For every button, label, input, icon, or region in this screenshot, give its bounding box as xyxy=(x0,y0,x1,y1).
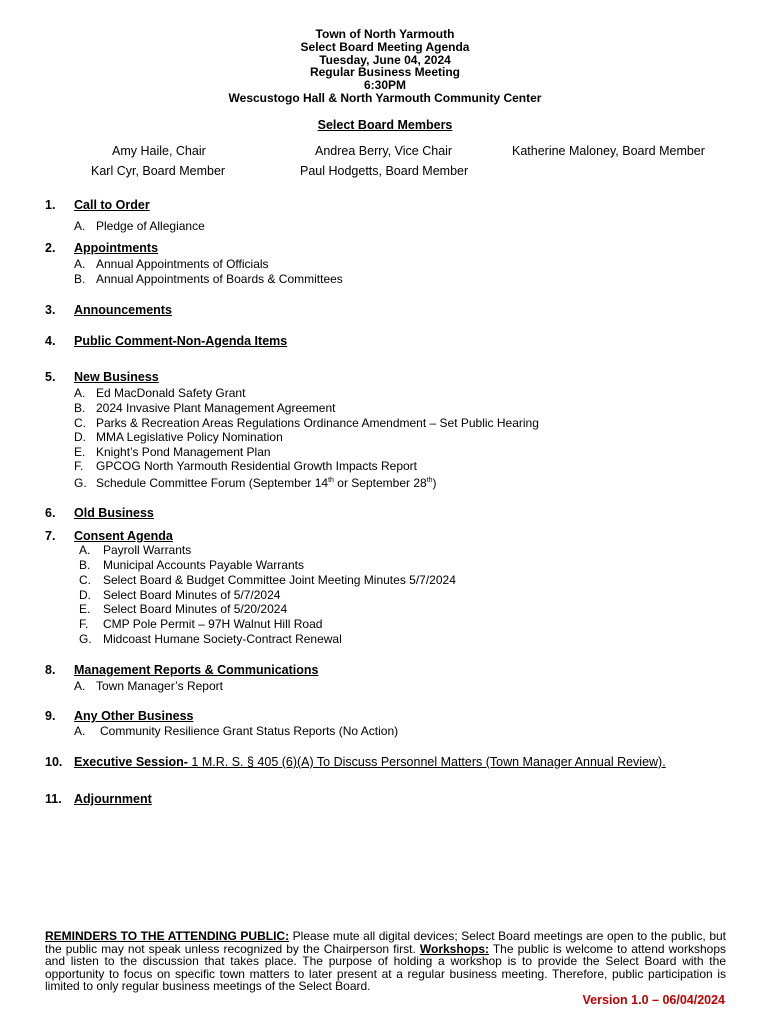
item-title: Consent Agenda xyxy=(74,529,173,543)
member-board-1: Katherine Maloney, Board Member xyxy=(512,144,705,158)
workshops-label: Workshops: xyxy=(419,941,489,956)
list-item: C. Select Board & Budget Committee Joint Meeting Minutes 5/7/2024 xyxy=(79,573,456,587)
list-item: A. Pledge of Allegiance xyxy=(74,219,205,233)
list-item: C. Parks & Recreation Areas Regulations Ordinance Amendment – Set Public Hearing xyxy=(74,415,539,430)
item-number: 11. xyxy=(45,792,62,806)
item-title-detail: 1 M.R. S. § 405 (6)(A) To Discuss Personnel Matters (Town Manager Annual Review). xyxy=(187,755,666,769)
item-title: Call to Order xyxy=(74,198,150,212)
item-number: 5. xyxy=(45,370,56,384)
reminders-label: REMINDERS TO THE ATTENDING PUBLIC: xyxy=(45,929,290,943)
member-vice-chair: Andrea Berry, Vice Chair xyxy=(315,144,453,158)
member-board-3: Paul Hodgetts, Board Member xyxy=(300,164,469,178)
member-board-2: Karl Cyr, Board Member xyxy=(91,164,226,178)
item-number: 6. xyxy=(45,506,56,520)
item-number: 9. xyxy=(45,709,56,723)
list-item: A. Ed MacDonald Safety Grant xyxy=(74,386,246,400)
item-number: 4. xyxy=(45,334,56,348)
version-label: Version 1.0 – 06/04/2024 xyxy=(582,993,725,1007)
item-number: 10. xyxy=(45,755,63,769)
list-item: A. Community Resilience Grant Status Reports (No Action) xyxy=(74,724,399,738)
list-item: A. Payroll Warrants xyxy=(79,543,192,557)
member-chair: Amy Haile, Chair xyxy=(112,144,206,158)
list-item: G. Schedule Committee Forum (September 14th or September 28th) xyxy=(74,476,437,490)
item-title: Management Reports & Communications xyxy=(74,663,319,677)
agenda-title: Select Board Meeting Agenda xyxy=(300,39,470,54)
agenda-header xyxy=(0,28,770,105)
item-title: Any Other Business xyxy=(74,709,194,723)
item-number: 1. xyxy=(45,198,56,212)
list-item: E. Select Board Minutes of 5/20/2024 xyxy=(79,602,288,616)
list-item: G. Midcoast Humane Society-Contract Renewal xyxy=(79,632,342,646)
list-item: A. Town Manager’s Report xyxy=(74,679,223,693)
town-name: Town of North Yarmouth xyxy=(315,27,455,41)
list-item: A. Annual Appointments of Officials xyxy=(74,257,269,271)
item-title: Adjournment xyxy=(74,792,152,806)
public-reminders: REMINDERS TO THE ATTENDING PUBLIC: Please mute all digital devices; Select Board meetings are open to the public, but the public may not speak unless recognized by the Chairperson first. Workshops: The public is welcome to attend workshops and listen to the discussion that takes place. The purpose of holding a workshop is to provide the Select Board with the opportunity to focus on specific town matters to later present at a regular business meeting. Therefore, public participation is limited to only regular business meetings of the Select Board. xyxy=(45,929,726,994)
item-number: 3. xyxy=(45,303,56,317)
item-title: Old Business xyxy=(74,506,154,520)
meeting-location: Wescustogo Hall & North Yarmouth Community Center xyxy=(228,90,542,105)
list-item: B. Municipal Accounts Payable Warrants xyxy=(79,558,304,572)
item-number: 7. xyxy=(45,529,56,543)
meeting-date: Tuesday, June 04, 2024 xyxy=(319,52,451,67)
item-title: New Business xyxy=(74,370,159,384)
meeting-type: Regular Business Meeting xyxy=(309,65,461,80)
list-item: D. MMA Legislative Policy Nomination xyxy=(74,430,283,444)
item-title: Public Comment-Non-Agenda Items xyxy=(74,334,288,348)
item-number: 2. xyxy=(45,241,56,255)
list-item: F. GPCOG North Yarmouth Residential Growth Impacts Report xyxy=(74,459,418,473)
item-title: Announcements xyxy=(74,303,172,317)
list-item: B. 2024 Invasive Plant Management Agreement xyxy=(74,401,336,415)
item-title: Appointments xyxy=(74,241,159,255)
list-item: E. Knight’s Pond Management Plan xyxy=(74,444,271,459)
list-item: D. Select Board Minutes of 5/7/2024 xyxy=(79,587,281,602)
item-number: 8. xyxy=(45,663,56,677)
members-title: Select Board Members xyxy=(317,118,453,132)
list-item: F. CMP Pole Permit – 97H Walnut Hill Road xyxy=(79,617,323,631)
item-title: Executive Session- 1 M.R. S. § 405 (6)(A) To Discuss Personnel Matters (Town Manager Annual Review). xyxy=(74,755,666,769)
list-item: B. Annual Appointments of Boards & Committees xyxy=(74,272,343,286)
meeting-time: 6:30PM xyxy=(363,78,407,93)
